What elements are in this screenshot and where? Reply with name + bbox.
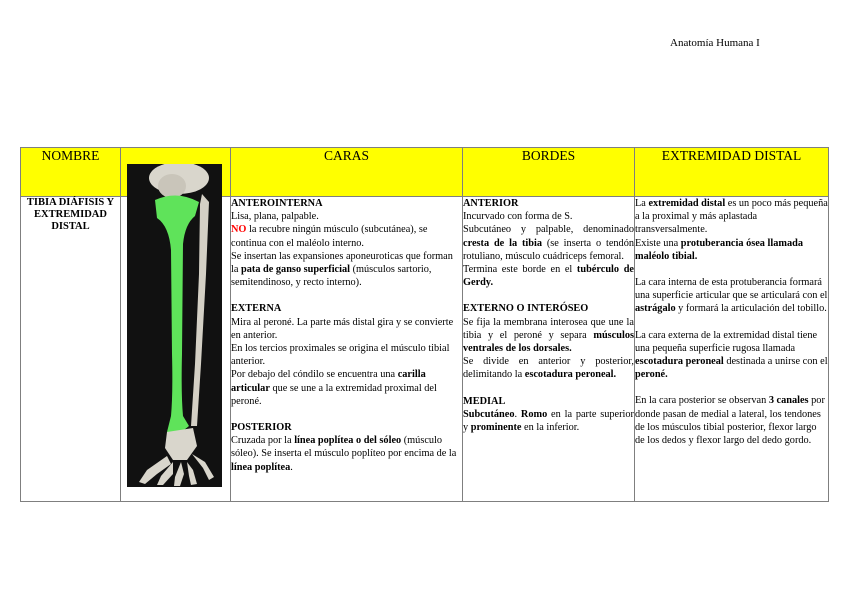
bordes-medial-line1d: en la parte superior y — [463, 408, 634, 434]
caras-externa-line3a: Por debajo del cóndilo se encuentra una — [231, 369, 398, 381]
caras-posterior-line1c: (músculo sóleo). Se inserta el músculo poplíteo por encima de la — [231, 435, 457, 460]
bordes-externo-title: EXTERNO O INTERÓSEO — [463, 303, 589, 315]
bordes-musculos-ventrales: músculos ventrales de los dorsales. — [463, 329, 634, 355]
bordes-tuberculo-de-gerdy: tubérculo de Gerdy. — [463, 264, 634, 289]
ext-3-canales: 3 canales — [768, 395, 809, 407]
caras-anterointerna-line1: Lisa, plana, palpable. — [231, 211, 319, 223]
caras-linea-poplitea-soleo: línea poplítea o del sóleo — [294, 435, 402, 447]
bordes-prominente: prominente — [470, 422, 522, 434]
tibia-illustration — [127, 164, 222, 487]
bordes-cresta-de-la-tibia: cresta de la tibia — [463, 237, 542, 249]
bordes-externo-line2a: Se divide en anterior y posterior, delimitando la — [463, 356, 634, 381]
bordes-medial-sep: . — [514, 408, 521, 420]
ext-escotadura-peroneal: escotadura peroneal — [635, 356, 724, 368]
caras-anterointerna-line3a: Se insertan las expansiones aponeuroticas que forman la — [231, 250, 453, 276]
table-row — [21, 197, 829, 502]
ext-maleolo-tibial: protuberancia ósea llamada maléolo tibial. — [635, 237, 803, 262]
caras-cell — [231, 197, 463, 502]
caras-no-emphasis: NO — [231, 224, 247, 236]
row-name: TIBIA DIÁFISIS Y EXTREMIDAD DISTAL — [26, 197, 115, 232]
leg-bones-image — [127, 164, 222, 487]
caras-carilla-articular: carilla articular — [231, 369, 426, 394]
ext-p4c: por donde pasan de medial a lateral, los tendones de los músculos tibial posterior, flexor largo de los dedos y flexor largo del dedo gordo. — [635, 395, 825, 447]
caras-posterior-line1e: . — [290, 461, 293, 473]
ext-p1d: Existe una — [635, 237, 681, 249]
document-header-title: Anatomía Humana I — [670, 37, 760, 49]
caras-anterointerna-line3c: (músculos sartorio, semitendinoso, y recto interno). — [231, 264, 432, 289]
header-bordes: BORDES — [463, 148, 635, 197]
bordes-cell — [463, 197, 635, 502]
row-name-cell — [21, 197, 121, 502]
bordes-anterior-line3a: Termina este borde en el — [463, 264, 577, 276]
header-caras: CARAS — [231, 148, 463, 197]
ext-p2a: La cara interna de esta protuberancia formará una superficie articular que se articulará con el — [635, 277, 828, 302]
caras-externa-line2: En los tercios proximales se origina el músculo tibial anterior. — [231, 343, 450, 368]
ext-p1c: es un poco más pequeña a la proximal y más aplastada transversalmente. — [635, 198, 828, 236]
ext-astragalo: astrágalo — [635, 303, 676, 315]
bordes-romo: Romo — [520, 408, 548, 420]
bordes-subcutaneo: Subcutáneo — [463, 408, 515, 420]
ext-p1a: La — [635, 198, 649, 209]
bordes-escotadura-peroneal: escotadura peroneal. — [524, 369, 617, 381]
bordes-medial-line1f: en la inferior. — [521, 422, 580, 434]
caras-linea-poplitea: línea poplítea — [231, 461, 291, 473]
caras-anterointerna-line2: la recubre ningún músculo (subcutánea), se continua con el maléolo interno. — [231, 224, 428, 249]
extremidad-distal-cell — [635, 197, 829, 502]
caras-anterointerna-title: ANTEROINTERNA — [231, 198, 323, 209]
bordes-anterior-line2c: (se inserta o tendón rotuliano, músculo cuádriceps femoral. — [463, 237, 634, 262]
ext-perone: peroné. — [635, 369, 668, 381]
anatomy-table — [20, 147, 829, 502]
ext-p3c: destinada a unirse con el — [723, 356, 828, 368]
bordes-externo-line1a: Se fija la membrana interosea que une la tibia y el peroné y separa — [463, 316, 634, 341]
bordes-medial-title: MEDIAL — [463, 395, 506, 407]
ext-p3a: La cara externa de la extremidad distal tiene una pequeña superficie rugosa llamada — [635, 329, 818, 354]
caras-externa-title: EXTERNA — [231, 303, 282, 315]
ext-extremidad-distal: extremidad distal — [648, 198, 726, 209]
caras-pata-de-ganso: pata de ganso superficial — [241, 264, 350, 276]
bordes-anterior-line2a: Subcutáneo y palpable, denominado — [463, 224, 634, 236]
caras-externa-line1: Mira al peroné. La parte más distal gira y se convierte en anterior. — [231, 316, 454, 341]
bordes-anterior-title: ANTERIOR — [463, 198, 519, 209]
caras-posterior-line1a: Cruzada por la — [231, 435, 295, 447]
caras-posterior-title: POSTERIOR — [231, 422, 292, 434]
caras-externa-line3c: que se une a la extremidad proximal del peroné. — [231, 382, 437, 407]
bordes-anterior-line1: Incurvado con forma de S. — [463, 211, 573, 223]
image-cell — [121, 197, 231, 502]
header-extremidad-distal: EXTREMIDAD DISTAL — [635, 148, 829, 197]
ext-p2c: y formará la articulación del tobillo. — [675, 303, 827, 315]
header-nombre: NOMBRE — [21, 148, 121, 197]
ext-p4a: En la cara posterior se observan — [635, 395, 769, 407]
